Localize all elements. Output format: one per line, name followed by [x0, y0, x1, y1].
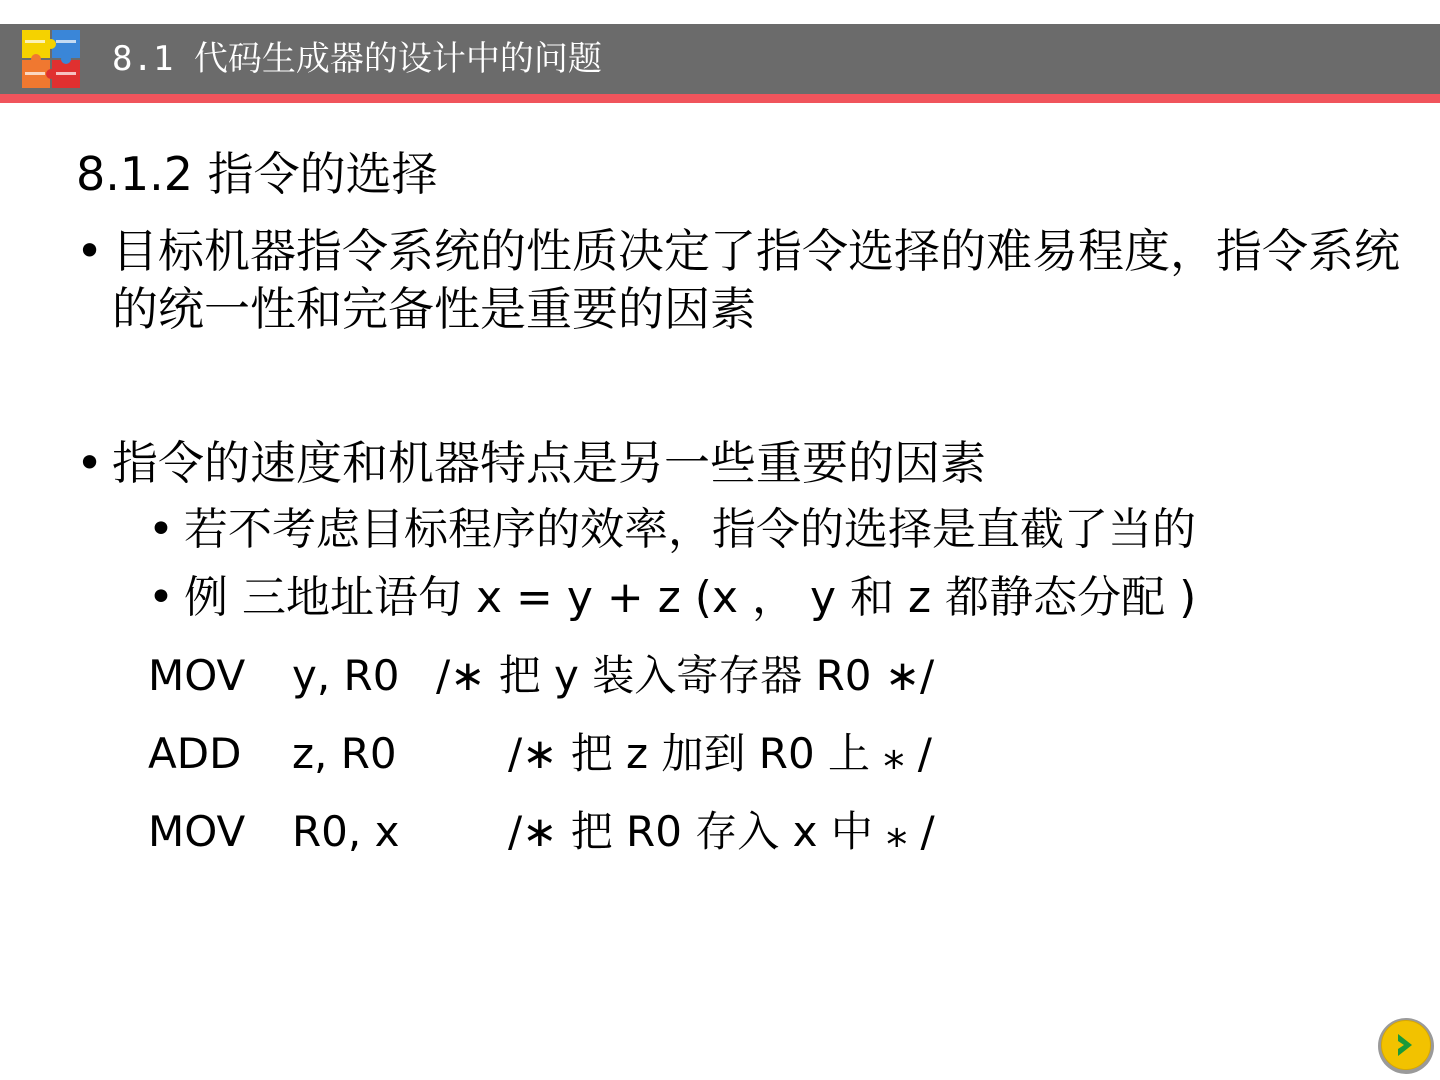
- code-args: z, R0: [292, 729, 397, 778]
- next-slide-button[interactable]: [1378, 1018, 1434, 1074]
- sub-bullet-item: [148, 502, 1348, 558]
- code-op: ADD: [148, 729, 242, 778]
- code-comment: /∗ 把 y 装入寄存器 R0 ∗/: [436, 651, 935, 700]
- bullet-marker: •: [76, 436, 104, 490]
- chevron-right-icon: [1392, 1031, 1420, 1059]
- sub-bullet-item: [148, 570, 1348, 626]
- puzzle-logo-icon: [22, 30, 80, 88]
- bullet-item: [76, 222, 1416, 342]
- bullet-text: 目标机器指令系统的性质决定了指令选择的难易程度，指令系统的统一性和完备性是重要的因素: [112, 224, 1400, 336]
- code-comment: /∗ 把 R0 存入 x 中 ⁎ /: [508, 807, 935, 856]
- code-args: y, R0: [292, 651, 400, 700]
- header-stripe: [0, 94, 1440, 103]
- bullet-item: [76, 434, 1376, 492]
- next-slide-button-face[interactable]: [1381, 1020, 1431, 1070]
- section-title: 8.1.2 指令的选择: [76, 147, 438, 201]
- code-args: R0, x: [292, 807, 400, 856]
- sub-bullet-marker: •: [148, 504, 174, 555]
- code-op: MOV: [148, 807, 246, 856]
- bullet-text: 指令的速度和机器特点是另一些重要的因素: [112, 436, 986, 490]
- code-comment: /∗ 把 z 加到 R0 上 ⁎ /: [508, 729, 932, 778]
- bullet-marker: •: [76, 224, 104, 278]
- sub-bullet-text: 若不考虑目标程序的效率，指令的选择是直截了当的: [184, 504, 1196, 555]
- sub-bullet-marker: •: [148, 572, 174, 623]
- code-op: MOV: [148, 651, 246, 700]
- header-title: 8.1 代码生成器的设计中的问题: [112, 39, 602, 79]
- sub-bullet-text: 例 三地址语句 x = y + z (x ， y 和 z 都静态分配 ): [184, 572, 1197, 623]
